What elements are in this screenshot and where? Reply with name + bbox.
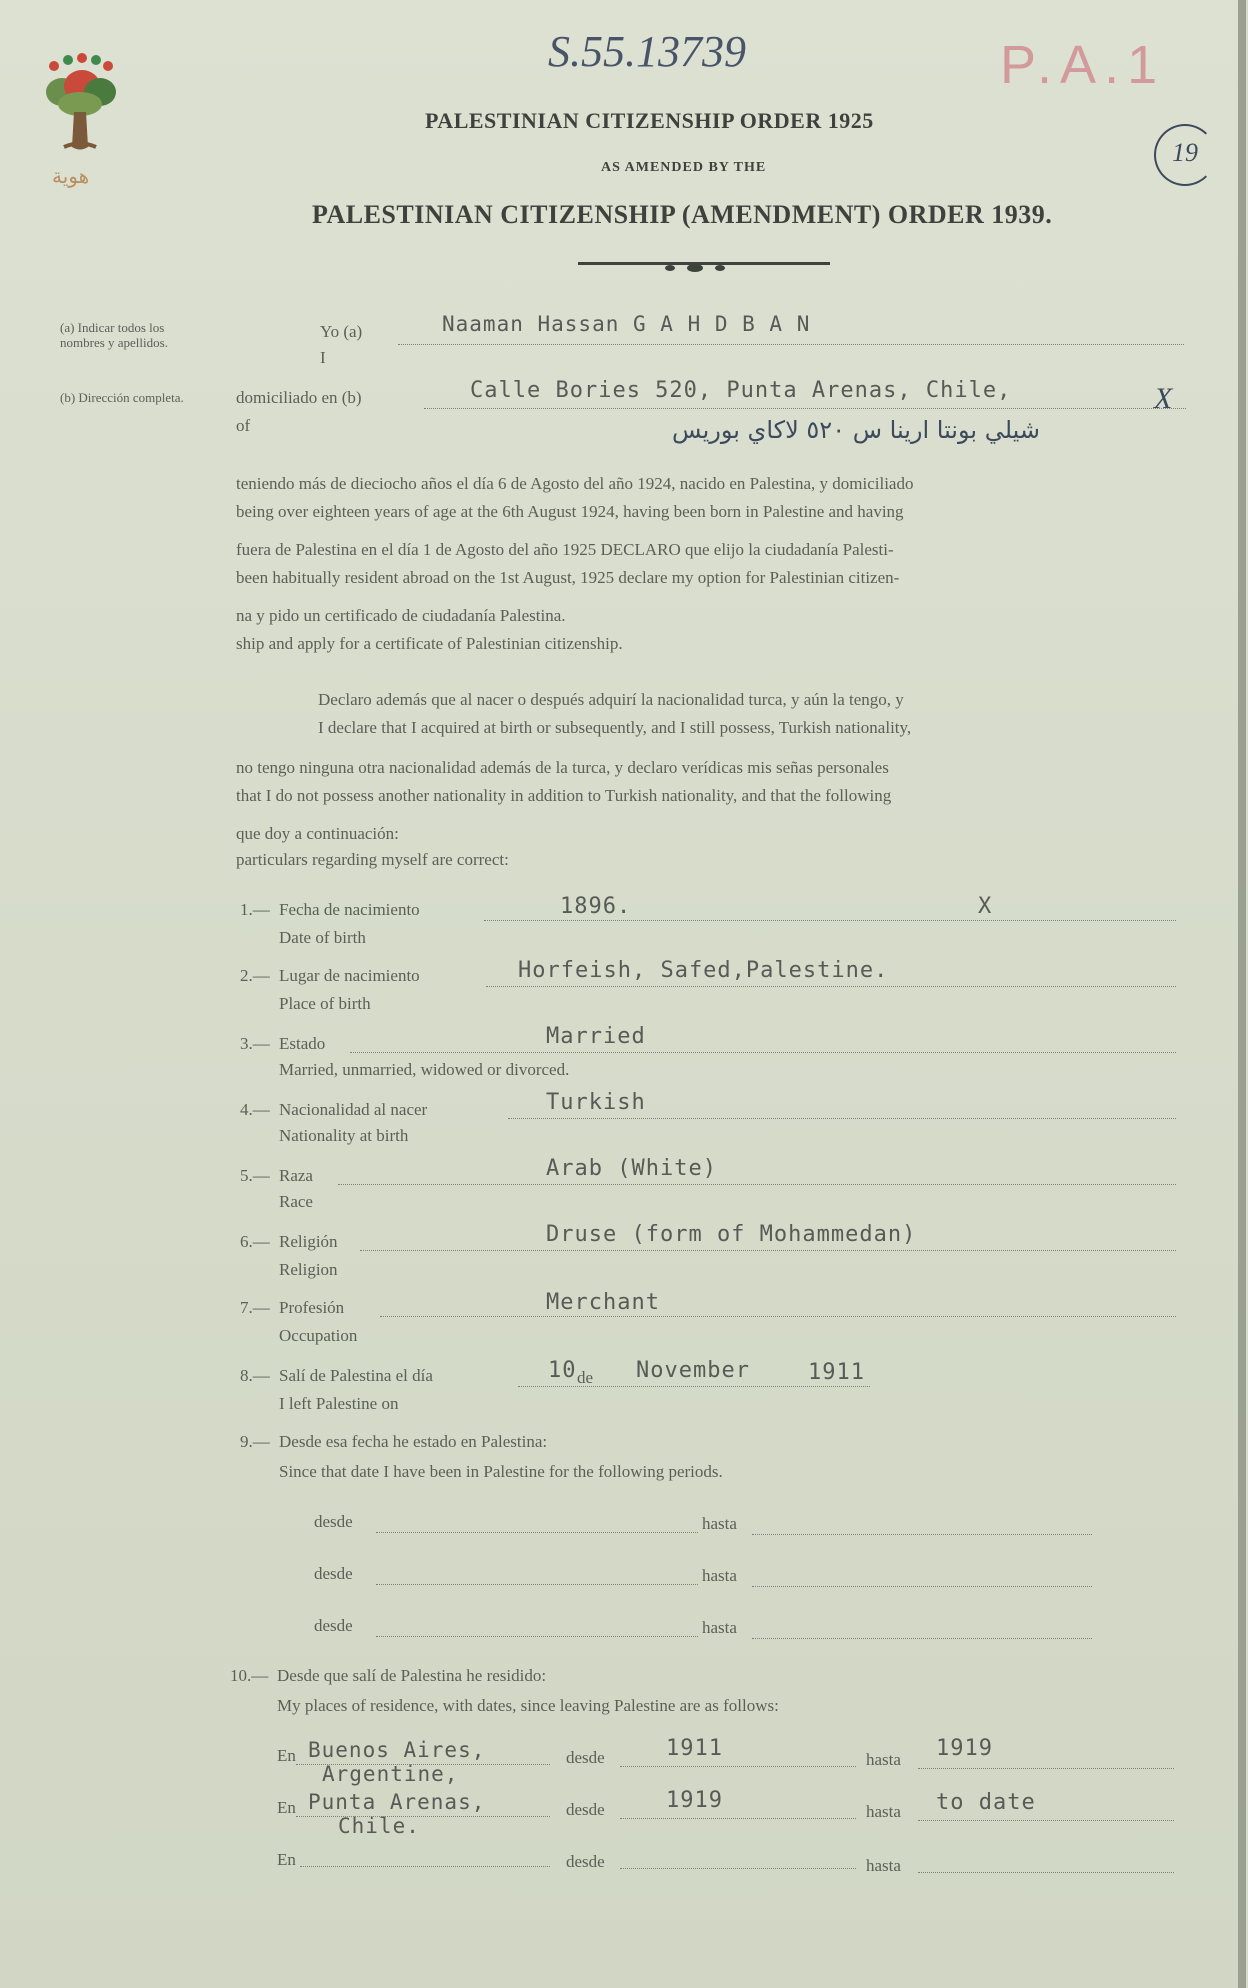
residence-1-from-line bbox=[620, 1766, 856, 1767]
item-7-num: 7.— bbox=[240, 1298, 270, 1317]
residence-2-from-line bbox=[620, 1818, 856, 1819]
item-1-value: 1896. bbox=[560, 894, 632, 919]
declarant-address-arabic: شيلي بونتا ارينا س ٥٢٠ لاكاي بوريس bbox=[671, 416, 1040, 444]
para2-es-line1: Declaro además que al nacer o después adquirí la nacionalidad turca, y aún la tengo, y bbox=[318, 690, 904, 709]
residence-1-to-line bbox=[918, 1768, 1174, 1769]
residence-3-to-line bbox=[918, 1872, 1174, 1873]
period-3-from-line bbox=[376, 1636, 698, 1637]
residence-3-hasta: hasta bbox=[866, 1856, 901, 1875]
item-2-value: Horfeish, Safed,Palestine. bbox=[518, 958, 889, 983]
residence-2-hasta: hasta bbox=[866, 1802, 901, 1821]
para1-en-line1: being over eighteen years of age at the 6th August 1924, having been born in Palestine and having bbox=[236, 502, 904, 521]
residence-1-place-line bbox=[296, 1764, 550, 1765]
residence-2-desde: desde bbox=[566, 1800, 605, 1819]
margin-note-b bbox=[60, 390, 210, 405]
para1-en-line3: ship and apply for a certificate of Palestinian citizenship. bbox=[236, 634, 623, 653]
residence-3-from-line bbox=[620, 1868, 856, 1869]
item-2-num: 2.— bbox=[240, 966, 270, 985]
residence-3-place-line bbox=[300, 1866, 550, 1867]
item-7-value: Merchant bbox=[546, 1290, 660, 1315]
address-line bbox=[424, 408, 1186, 409]
item-8-month: November bbox=[636, 1358, 750, 1383]
item-3-en: Married, unmarried, widowed or divorced. bbox=[279, 1060, 570, 1079]
item-1-en: Date of birth bbox=[279, 928, 366, 947]
item-3-line bbox=[350, 1052, 1176, 1053]
handwritten-reference-number: S.55.13739 bbox=[548, 27, 746, 76]
item-4-line bbox=[508, 1118, 1176, 1119]
item-1-es: Fecha de nacimiento bbox=[279, 900, 420, 919]
period-2-from-line bbox=[376, 1584, 698, 1585]
item-3-value: Married bbox=[546, 1024, 646, 1049]
circled-number-text: 19 bbox=[1172, 138, 1198, 167]
period-1-desde: desde bbox=[314, 1512, 353, 1531]
para1-es-line2: fuera de Palestina en el día 1 de Agosto del año 1925 DECLARO que elijo la ciudadanía Palesti- bbox=[236, 540, 894, 559]
item-10-es: Desde que salí de Palestina he residido: bbox=[277, 1666, 547, 1685]
period-2-desde: desde bbox=[314, 1564, 353, 1583]
item-5-num: 5.— bbox=[240, 1166, 270, 1185]
residence-2-place-line bbox=[296, 1816, 550, 1817]
item-8-num: 8.— bbox=[240, 1366, 270, 1385]
residence-1-place-line2: Argentine, bbox=[322, 1762, 459, 1786]
item-4-en: Nationality at birth bbox=[279, 1126, 409, 1145]
i-label: I bbox=[320, 348, 326, 367]
residence-1-hasta: hasta bbox=[866, 1750, 901, 1769]
item-8-year: 1911 bbox=[808, 1360, 865, 1385]
residence-1-to: 1919 bbox=[936, 1736, 993, 1761]
logo bbox=[34, 52, 124, 192]
item-1-x-mark: X bbox=[978, 894, 993, 919]
header-ornament-center bbox=[650, 258, 740, 268]
residence-2-from: 1919 bbox=[666, 1788, 723, 1813]
item-2-line bbox=[486, 986, 1176, 987]
circled-number bbox=[1154, 124, 1216, 186]
item-4-num: 4.— bbox=[240, 1100, 270, 1119]
para2-en-line3: particulars regarding myself are correct: bbox=[236, 850, 509, 869]
margin-note-a-text: (a) Indicar todos los nombres y apellidos. bbox=[60, 320, 168, 350]
item-3-num: 3.— bbox=[240, 1034, 270, 1053]
declarant-name: Naaman Hassan G A H D B A N bbox=[442, 312, 811, 336]
item-6-num: 6.— bbox=[240, 1232, 270, 1251]
domicile-label: domiciliado en (b) bbox=[236, 388, 362, 407]
header-title-line2: PALESTINIAN CITIZENSHIP (AMENDMENT) ORDER 1939. bbox=[312, 200, 1053, 229]
para2-en-line2: that I do not possess another nationality in addition to Turkish nationality, and that the following bbox=[236, 786, 892, 805]
item-4-value: Turkish bbox=[546, 1090, 646, 1115]
item-8-es: Salí de Palestina el día bbox=[279, 1366, 433, 1385]
item-10-num: 10.— bbox=[230, 1666, 269, 1685]
para1-en-line2: been habitually resident abroad on the 1st August, 1925 declare my option for Palestinian citizen- bbox=[236, 568, 900, 587]
residence-2-place-line1: Punta Arenas, bbox=[308, 1790, 486, 1814]
margin-note-b-text: (b) Dirección completa. bbox=[60, 390, 184, 405]
item-1-line bbox=[484, 920, 1176, 921]
residence-1-en-label: En bbox=[277, 1746, 296, 1765]
residence-2-place-line2: Chile. bbox=[338, 1814, 420, 1838]
item-8-de: de bbox=[577, 1368, 594, 1387]
item-8-day: 10 bbox=[548, 1358, 577, 1383]
name-line bbox=[398, 344, 1184, 345]
address-x-mark: X bbox=[1154, 382, 1173, 415]
period-3-desde: desde bbox=[314, 1616, 353, 1635]
item-2-es: Lugar de nacimiento bbox=[279, 966, 420, 985]
item-6-es: Religión bbox=[279, 1232, 338, 1251]
residence-2-to: to date bbox=[936, 1790, 1036, 1815]
residence-2-en-label: En bbox=[277, 1798, 296, 1817]
handwritten-pa-mark: P.A.1 bbox=[1000, 35, 1166, 95]
para2-en-line1: I declare that I acquired at birth or subsequently, and I still possess, Turkish nationality, bbox=[318, 718, 912, 737]
item-7-en: Occupation bbox=[279, 1326, 358, 1345]
para1-es-line3: na y pido un certificado de ciudadanía Palestina. bbox=[236, 606, 566, 625]
item-4-es: Nacionalidad al nacer bbox=[279, 1100, 428, 1119]
period-2-hasta: hasta bbox=[702, 1566, 737, 1585]
declarant-address: Calle Bories 520, Punta Arenas, Chile, bbox=[470, 378, 1012, 403]
item-5-value: Arab (White) bbox=[546, 1156, 717, 1181]
item-5-en: Race bbox=[279, 1192, 313, 1211]
item-6-en: Religion bbox=[279, 1260, 338, 1279]
item-9-num: 9.— bbox=[240, 1432, 270, 1451]
item-9-en: Since that date I have been in Palestine for the following periods. bbox=[279, 1462, 723, 1481]
logo-caption: هوية bbox=[52, 164, 90, 188]
residence-1-place-line1: Buenos Aires, bbox=[308, 1738, 486, 1762]
item-7-es: Profesión bbox=[279, 1298, 345, 1317]
item-6-line bbox=[360, 1250, 1176, 1251]
residence-1-desde: desde bbox=[566, 1748, 605, 1767]
para2-es-line3: que doy a continuación: bbox=[236, 824, 399, 843]
item-5-line bbox=[338, 1184, 1176, 1185]
residence-2-to-line bbox=[918, 1820, 1174, 1821]
residence-1-from: 1911 bbox=[666, 1736, 723, 1761]
item-3-es: Estado bbox=[279, 1034, 326, 1053]
period-3-hasta: hasta bbox=[702, 1618, 737, 1637]
period-1-to-line bbox=[752, 1534, 1092, 1535]
item-7-line bbox=[380, 1316, 1176, 1317]
margin-note-a bbox=[60, 320, 210, 350]
item-10-en: My places of residence, with dates, since leaving Palestine are as follows: bbox=[277, 1696, 779, 1715]
residence-3-desde: desde bbox=[566, 1852, 605, 1871]
item-8-line bbox=[518, 1386, 870, 1387]
period-1-hasta: hasta bbox=[702, 1514, 737, 1533]
header-amended: AS AMENDED BY THE bbox=[601, 160, 767, 175]
para2-es-line2: no tengo ninguna otra nacionalidad además de la turca, y declaro verídicas mis señas personales bbox=[236, 758, 889, 777]
item-5-es: Raza bbox=[279, 1166, 313, 1185]
tree-logo-icon bbox=[34, 52, 124, 172]
period-1-from-line bbox=[376, 1532, 698, 1533]
period-3-to-line bbox=[752, 1638, 1092, 1639]
item-1-num: 1.— bbox=[240, 900, 270, 919]
yo-label: Yo (a) bbox=[320, 322, 363, 341]
item-8-en: I left Palestine on bbox=[279, 1394, 399, 1413]
residence-3-en-label: En bbox=[277, 1850, 296, 1869]
item-9-es: Desde esa fecha he estado en Palestina: bbox=[279, 1432, 548, 1451]
item-2-en: Place of birth bbox=[279, 994, 371, 1013]
period-2-to-line bbox=[752, 1586, 1092, 1587]
header-title-line1: PALESTINIAN CITIZENSHIP ORDER 1925 bbox=[425, 108, 874, 133]
para1-es-line1: teniendo más de dieciocho años el día 6 de Agosto del año 1924, nacido en Palestina, y domiciliado bbox=[236, 474, 914, 493]
of-label: of bbox=[236, 416, 251, 435]
item-6-value: Druse (form of Mohammedan) bbox=[546, 1222, 917, 1247]
